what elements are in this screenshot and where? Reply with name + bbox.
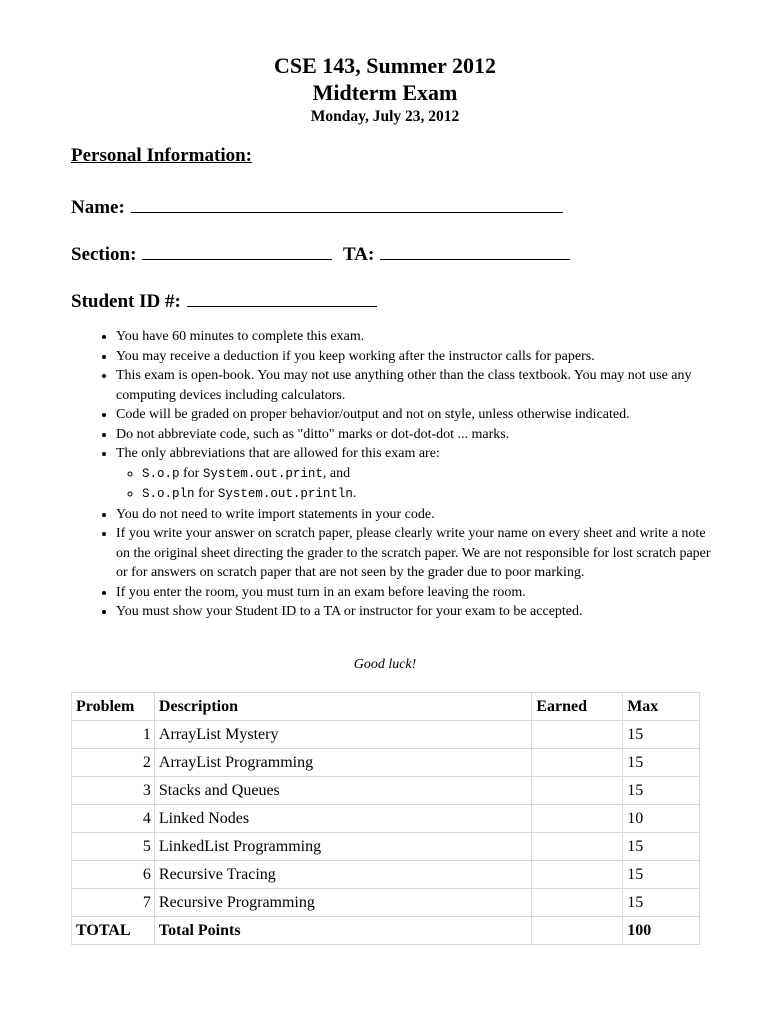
max-points: 15 <box>623 861 700 889</box>
problem-description: LinkedList Programming <box>154 833 531 861</box>
rule-item: • If you enter the room, you must turn in an exam before leaving the room. <box>116 583 716 603</box>
problem-number: 5 <box>72 833 155 861</box>
abbreviation-item: ◦ S.o.pln for System.out.println. <box>142 484 716 505</box>
abbr-short: S.o.p <box>142 466 180 481</box>
rule-item: • You may receive a deduction if you keep working after the instructor calls for papers. <box>116 347 716 367</box>
table-row <box>72 889 700 917</box>
good-luck-text: Good luck! <box>353 657 417 672</box>
name-field[interactable] <box>71 194 563 219</box>
problem-description: Recursive Programming <box>154 889 531 917</box>
problem-description: Recursive Tracing <box>154 861 531 889</box>
total-label: TOTAL <box>72 917 155 945</box>
max-points: 15 <box>623 749 700 777</box>
rule-item: • You have 60 minutes to complete this exam. <box>116 327 716 347</box>
ta-label: TA: <box>343 244 375 265</box>
earned-cell[interactable] <box>532 721 623 749</box>
problem-number: 3 <box>72 777 155 805</box>
problem-number: 2 <box>72 749 155 777</box>
max-points: 15 <box>623 833 700 861</box>
section-blank[interactable] <box>142 241 332 260</box>
table-row <box>72 721 700 749</box>
problem-number: 6 <box>72 861 155 889</box>
problem-description: Linked Nodes <box>154 805 531 833</box>
rule-item: • If you write your answer on scratch paper, please clearly write your name on every sheet and write a note on the original sheet directing the grader to the scratch paper. We are not responsible for lost scratch paper or for answers on scratch paper that are not seen by the grader due to poor marking. <box>116 524 716 583</box>
earned-cell[interactable] <box>532 805 623 833</box>
exam-rules-list <box>98 327 716 622</box>
score-table <box>71 692 700 945</box>
abbr-long: System.out.print <box>202 466 323 481</box>
abbreviation-list <box>116 464 716 505</box>
table-row <box>72 833 700 861</box>
total-earned-cell[interactable] <box>532 917 623 945</box>
rule-item: • You must show your Student ID to a TA or instructor for your exam to be accepted. <box>116 602 716 622</box>
problem-description: ArrayList Programming <box>154 749 531 777</box>
earned-cell[interactable] <box>532 749 623 777</box>
problem-number: 7 <box>72 889 155 917</box>
max-points: 15 <box>623 889 700 917</box>
personal-info-heading: Personal Information: <box>71 145 253 166</box>
total-row <box>72 917 700 945</box>
rule-item: • This exam is open-book. You may not use anything other than the class textbook. You may not use any computing devices including calculators. <box>116 366 716 405</box>
course-title: CSE 143, Summer 2012 <box>273 53 497 78</box>
total-description: Total Points <box>154 917 531 945</box>
problem-description: ArrayList Mystery <box>154 721 531 749</box>
ta-blank[interactable] <box>380 241 570 260</box>
ta-field[interactable] <box>343 241 570 266</box>
max-points: 10 <box>623 805 700 833</box>
section-field[interactable] <box>71 241 332 266</box>
total-max: 100 <box>623 917 700 945</box>
earned-cell[interactable] <box>532 861 623 889</box>
student-id-blank[interactable] <box>187 288 377 307</box>
problem-number: 4 <box>72 805 155 833</box>
rule-item: • Do not abbreviate code, such as "ditto" marks or dot-dot-dot ... marks. <box>116 425 716 445</box>
table-header-row <box>72 693 700 721</box>
name-blank[interactable] <box>131 194 563 213</box>
student-id-field[interactable] <box>71 288 377 313</box>
table-row <box>72 805 700 833</box>
name-label: Name: <box>71 197 125 218</box>
header-description: Description <box>154 693 531 721</box>
rule-item <box>116 444 716 505</box>
rule-text: The only abbreviations that are allowed for this exam are: <box>116 446 440 461</box>
abbr-short: S.o.pln <box>142 487 195 501</box>
header-earned: Earned <box>532 693 623 721</box>
student-id-label: Student ID #: <box>71 291 181 312</box>
max-points: 15 <box>623 721 700 749</box>
table-row <box>72 749 700 777</box>
rule-item: • You do not need to write import statements in your code. <box>116 505 716 525</box>
exam-date: Monday, July 23, 2012 <box>310 108 460 125</box>
header-max: Max <box>623 693 700 721</box>
header-problem: Problem <box>72 693 155 721</box>
rule-item: • Code will be graded on proper behavior/output and not on style, unless otherwise indicated. <box>116 405 716 425</box>
abbreviation-item: ◦ S.o.p for System.out.print, and <box>142 464 716 485</box>
earned-cell[interactable] <box>532 833 623 861</box>
section-label: Section: <box>71 244 137 265</box>
problem-description: Stacks and Queues <box>154 777 531 805</box>
exam-title: Midterm Exam <box>312 80 458 105</box>
earned-cell[interactable] <box>532 889 623 917</box>
earned-cell[interactable] <box>532 777 623 805</box>
problem-number: 1 <box>72 721 155 749</box>
table-row <box>72 777 700 805</box>
max-points: 15 <box>623 777 700 805</box>
abbr-long: System.out.println <box>217 487 353 501</box>
table-row <box>72 861 700 889</box>
